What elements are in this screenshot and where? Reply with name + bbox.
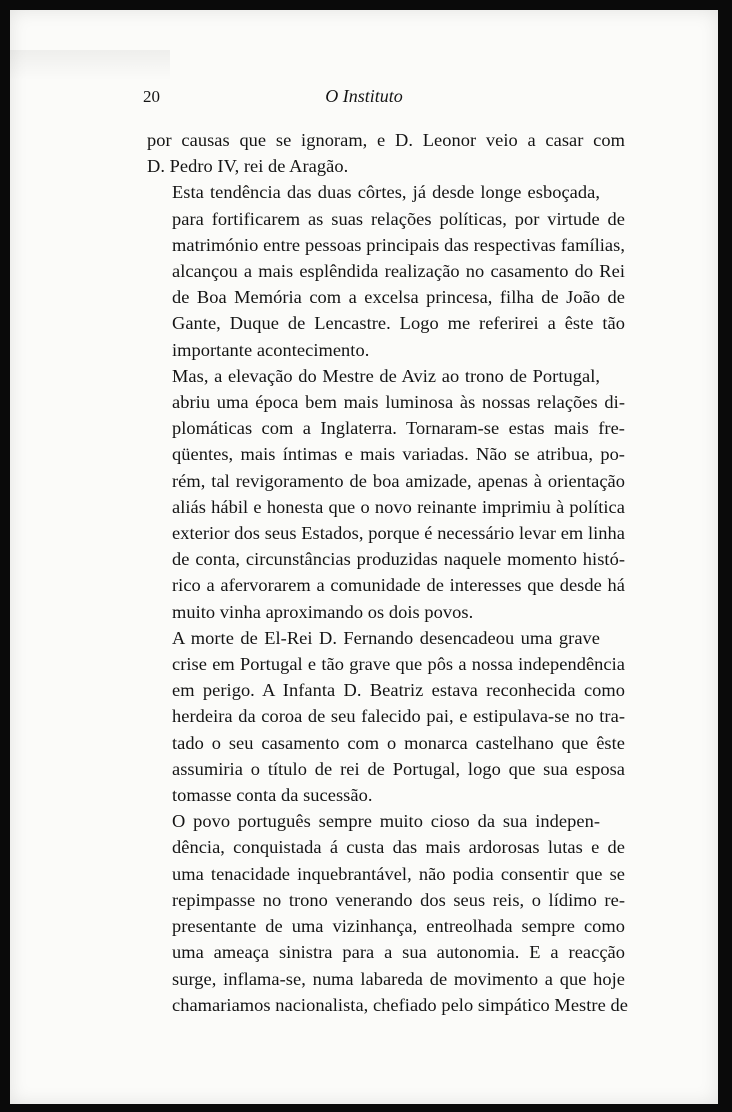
text-line: de Boa Memória com a excelsa princesa, filha de João de: [172, 287, 625, 308]
text-line: chamariamos nacionalista, chefiado pelo simpático Mestre de: [172, 994, 628, 1015]
text-line: surge, inflama-se, numa labareda de movimento a que hoje: [172, 968, 625, 989]
text-line: para fortificarem as suas relações políticas, por virtude de: [172, 208, 625, 229]
text-line: dência, conquistada á custa das mais ardorosas lutas e de: [172, 837, 625, 858]
text-line: tado o seu casamento com o monarca castelhano que êste: [172, 732, 625, 753]
paragraph: [147, 363, 625, 625]
text-line: presentante de uma vizinhança, entreolhada sempre como: [172, 916, 625, 937]
text-line: uma ameaça sinistra para a sua autonomia. E a reacção: [172, 942, 625, 963]
text-line: O povo português sempre muito cioso da sua indepen-: [172, 811, 600, 832]
text-line: repimpasse no trono venerando dos seus reis, o lídimo re-: [172, 889, 625, 910]
running-title: O Instituto: [325, 86, 403, 106]
paragraph: [147, 808, 628, 1018]
text-line: por causas que se ignoram, e D. Leonor veio a casar com: [147, 130, 625, 150]
text-line: de conta, circunstâncias produzidas naquele momento histó-: [172, 549, 625, 570]
text-line: herdeira da coroa de seu falecido pai, e estipulava-se no tra-: [172, 706, 625, 727]
text-line: crise em Portugal e tão grave que pôs a nossa independência: [172, 654, 625, 675]
book-page: [10, 10, 718, 1104]
text-line: Gante, Duque de Lencastre. Logo me referirei a êste tão: [172, 313, 625, 334]
paragraph: [147, 625, 625, 808]
text-line: matrimónio entre pessoas principais das respectivas famílias,: [172, 234, 625, 255]
paragraph: [147, 127, 625, 179]
page-header: [10, 10, 718, 110]
text-line: rico a afervorarem a comunidade de interesses que desde há: [172, 575, 625, 596]
text-line: rém, tal revigoramento de boa amizade, apenas à orientação: [172, 470, 625, 491]
text-line: aliás hábil e honesta que o novo reinante imprimiu à política: [172, 496, 625, 517]
text-line: Mas, a elevação do Mestre de Aviz ao trono de Portugal,: [172, 365, 600, 386]
text-line: exterior dos seus Estados, porque é necessário levar em linha: [172, 523, 625, 544]
text-line: assumiria o título de rei de Portugal, logo que sua esposa: [172, 758, 625, 779]
page-number: 20: [143, 87, 160, 106]
text-line: plomáticas com a Inglaterra. Tornaram-se estas mais fre-: [172, 418, 625, 439]
text-line: Esta tendência das duas côrtes, já desde longe esboçada,: [172, 182, 600, 203]
text-line: muito vinha aproximando os dois povos.: [172, 601, 474, 622]
paragraph: [147, 179, 625, 362]
text-line: D. Pedro IV, rei de Aragão.: [147, 156, 349, 177]
text-line: em perigo. A Infanta D. Beatriz estava reconhecida como: [172, 680, 625, 701]
text-line: A morte de El-Rei D. Fernando desencadeou uma grave: [172, 627, 600, 648]
text-line: abriu uma época bem mais luminosa às nossas relações di-: [172, 392, 625, 413]
text-line: tomasse conta da sucessão.: [172, 785, 373, 806]
text-line: importante acontecimento.: [172, 339, 370, 360]
body-text: [147, 127, 628, 1018]
text-line: uma tenacidade inquebrantável, não podia consentir que se: [172, 863, 625, 884]
text-line: qüentes, mais íntimas e mais variadas. Não se atribua, po-: [172, 444, 625, 465]
text-line: alcançou a mais esplêndida realização no casamento do Rei: [172, 261, 625, 282]
